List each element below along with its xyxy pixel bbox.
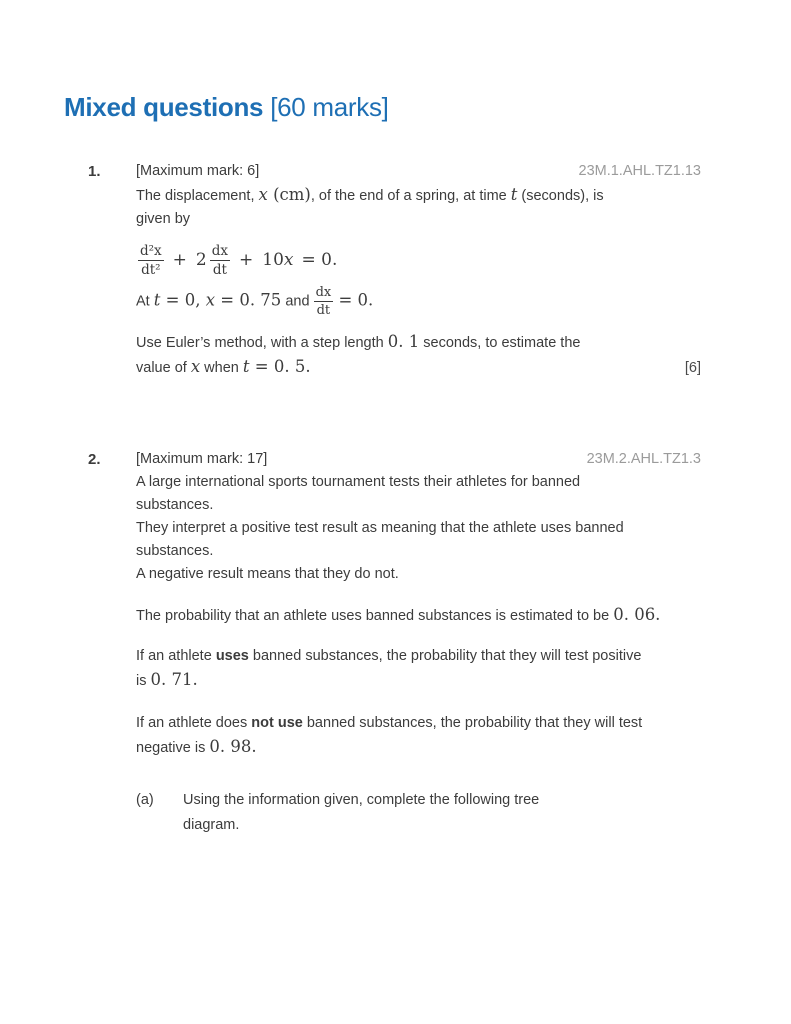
bold-uses: uses [215, 648, 249, 664]
math-var-x: x [258, 185, 268, 204]
q2-uses-line-2 [136, 668, 701, 693]
question-2 [88, 448, 791, 838]
question-2-header [136, 448, 701, 471]
q1-task-line-2 [136, 355, 701, 380]
q1-task-line-1 [136, 330, 701, 355]
text-segment: seconds, to estimate the [419, 335, 581, 351]
bold-not-use: not use [251, 715, 303, 731]
coefficient-2: 2 [195, 249, 207, 270]
question-2-number: 2. [88, 451, 101, 468]
q2-not-use-line-1 [136, 712, 701, 735]
q1-task [136, 330, 701, 380]
plus-operator: + [239, 249, 254, 270]
text-segment: banned substances, the probability that they will test [302, 715, 643, 731]
part-a-label: (a) [136, 792, 154, 808]
text-segment: negative is [136, 740, 210, 756]
page-title [64, 92, 791, 122]
q1-initial-conditions [136, 285, 701, 318]
q2-probability-paragraph [136, 603, 701, 628]
fraction-denominator: dt [316, 303, 331, 318]
page-title-text: Mixed questions [64, 92, 264, 122]
text-segment: and [281, 293, 314, 310]
fraction-numerator: dx [211, 242, 229, 259]
text-segment: If an athlete does [136, 715, 252, 731]
q2-uses-line-1 [136, 645, 701, 668]
q2-not-use-paragraph [136, 712, 701, 760]
q2-intro-line: substances. [136, 543, 214, 559]
fraction-d2x-dt2 [138, 243, 164, 278]
q2-part-a [136, 788, 701, 838]
question-2-reference-code: 23M.2.AHL.TZ1.3 [586, 451, 701, 467]
coefficient-10: 10 [262, 249, 284, 270]
math-var-t: t [242, 357, 250, 376]
math-value-006: 0. 06. [613, 605, 661, 624]
fraction-dx-dt [210, 243, 230, 278]
q2-intro-line: They interpret a positive test result as meaning that the athlete uses banned [136, 520, 624, 536]
question-1-max-mark: [Maximum mark: 6] [136, 163, 260, 179]
fraction-dx-dt [314, 285, 334, 318]
math-var-x: x [205, 290, 215, 310]
math-var-x: x [190, 357, 201, 376]
question-2-body [136, 448, 701, 838]
math-unit-cm: (cm) [267, 185, 311, 204]
text-segment: is [136, 673, 151, 689]
q1-task-line-2-text [136, 355, 311, 380]
fraction-numerator: dx [315, 285, 332, 300]
q2-intro-line: substances. [136, 497, 214, 513]
math-value-071: 0. 71. [150, 670, 198, 689]
part-a-line-2: diagram. [183, 817, 240, 833]
text-segment: Use Euler’s method, with a step length [136, 335, 388, 351]
text-segment: when [200, 360, 243, 376]
q2-intro-line: A large international sports tournament tests their athletes for banned [136, 474, 581, 490]
fraction-numerator: d²x [140, 242, 162, 259]
text-segment: banned substances, the probability that they will test positive [248, 648, 642, 664]
text-segment: value of [136, 360, 191, 376]
q1-intro-line-2: given by [136, 211, 191, 227]
part-a-line-1: Using the information given, complete the following tree [183, 792, 540, 808]
question-2-max-mark: [Maximum mark: 17] [136, 451, 268, 467]
fraction-denominator: dt² [141, 261, 161, 278]
equation-rhs: = 0. [301, 249, 338, 270]
question-1-number: 1. [88, 163, 101, 180]
question-1 [88, 160, 791, 380]
q1-differential-equation [138, 239, 701, 281]
q2-not-use-line-2 [136, 735, 701, 760]
question-1-body [136, 160, 701, 380]
math-value-075: = 0. 75 [215, 290, 282, 310]
q2-intro-line: A negative result means that they do not. [136, 566, 399, 582]
math-segment: = 0, [160, 290, 206, 310]
math-value-01: 0. 1 [387, 332, 420, 351]
math-segment: = 0. [333, 290, 374, 310]
plus-operator: + [172, 249, 187, 270]
page-title-total-marks: [60 marks] [270, 92, 389, 122]
q1-intro-line-1 [136, 183, 701, 208]
q2-uses-paragraph [136, 645, 701, 693]
text-segment: The probability that an athlete uses banned substances is estimated to be [136, 608, 614, 624]
math-value-05: = 0. 5. [249, 357, 311, 376]
math-var-t: t [153, 290, 161, 310]
text-segment: If an athlete [136, 648, 216, 664]
question-1-header [136, 160, 701, 183]
text-segment: , of the end of a spring, at time [310, 188, 511, 204]
q1-marks-badge: [6] [684, 360, 701, 376]
text-segment: (seconds), is [517, 188, 604, 204]
text-segment: The displacement, [136, 188, 259, 204]
math-value-098: 0. 98. [209, 737, 257, 756]
text-segment: At [136, 293, 154, 310]
math-var-x: x [283, 249, 294, 270]
part-a-text [183, 788, 701, 838]
math-var-t: t [510, 185, 518, 204]
question-1-reference-code: 23M.1.AHL.TZ1.13 [578, 163, 701, 179]
fraction-denominator: dt [212, 261, 227, 278]
